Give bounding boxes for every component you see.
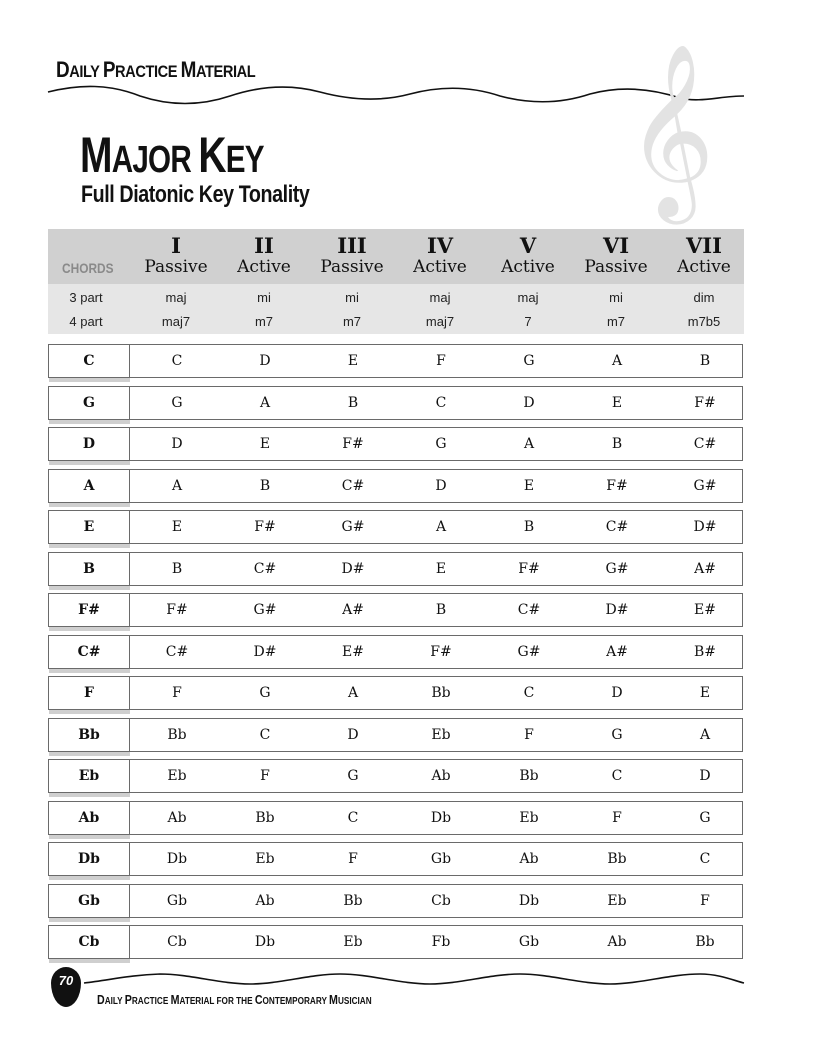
note-cell: Eb xyxy=(607,893,627,909)
note-cell: C xyxy=(523,685,535,701)
note-cell: G# xyxy=(605,561,629,577)
degree-header: VI Passive xyxy=(584,233,648,277)
table-row xyxy=(48,884,743,918)
note-cell: F# xyxy=(342,436,364,452)
note-cell: Eb xyxy=(343,934,363,950)
three-part-quality: maj xyxy=(165,290,187,305)
row-tab xyxy=(49,461,130,465)
note-cell: Bb xyxy=(167,727,187,743)
row-key: F# xyxy=(49,594,130,626)
note-cell: G xyxy=(259,685,271,701)
row-key: E xyxy=(49,511,130,543)
table-row xyxy=(48,801,743,835)
note-cell: Gb xyxy=(518,934,540,950)
note-cell: Ab xyxy=(431,768,451,784)
note-cell: D# xyxy=(605,602,629,618)
row-tab xyxy=(49,876,130,880)
note-cell: Gb xyxy=(430,851,452,867)
note-cell: D xyxy=(171,436,183,452)
four-part-quality: maj7 xyxy=(161,314,191,329)
four-part-quality: m7 xyxy=(342,314,362,329)
note-cell: Bb xyxy=(695,934,715,950)
four-part-quality: m7b5 xyxy=(687,314,721,329)
note-cell: A# xyxy=(606,644,628,660)
degree-header: I Passive xyxy=(144,233,208,277)
row-key: D xyxy=(49,428,130,460)
row-key: B xyxy=(49,553,130,585)
note-cell: F xyxy=(436,353,446,369)
table-row xyxy=(48,593,743,627)
chords-label: CHORDS xyxy=(62,260,114,276)
row-tab xyxy=(49,544,130,548)
note-cell: C# xyxy=(165,644,189,660)
note-cell: Db xyxy=(518,893,540,909)
note-cell: B xyxy=(523,519,535,535)
note-cell: Eb xyxy=(431,727,451,743)
note-cell: Eb xyxy=(167,768,187,784)
note-cell: G# xyxy=(517,644,541,660)
note-cell: B xyxy=(699,353,711,369)
table-row xyxy=(48,718,743,752)
table-row xyxy=(48,635,743,669)
treble-clef-icon: 𝄞 xyxy=(626,43,715,217)
degree-header: III Passive xyxy=(320,233,384,277)
note-cell: D# xyxy=(693,519,717,535)
note-cell: A xyxy=(523,436,535,452)
note-cell: Gb xyxy=(166,893,188,909)
note-cell: B xyxy=(435,602,447,618)
row-key: Bb xyxy=(49,719,130,751)
note-cell: G xyxy=(523,353,535,369)
table-row xyxy=(48,386,743,420)
note-cell: Eb xyxy=(255,851,275,867)
note-cell: Bb xyxy=(519,768,539,784)
table-row xyxy=(48,344,743,378)
note-cell: Db xyxy=(430,810,452,826)
note-cell: A xyxy=(171,478,183,494)
note-cell: B xyxy=(611,436,623,452)
row-tab xyxy=(49,918,130,922)
note-cell: F xyxy=(700,893,710,909)
degree-header: V Active xyxy=(501,233,555,277)
degree-header: IV Active xyxy=(413,233,467,277)
note-cell: F# xyxy=(518,561,540,577)
table-row xyxy=(48,676,743,710)
row-tab xyxy=(49,586,130,590)
note-cell: Bb xyxy=(255,810,275,826)
row-tab xyxy=(49,752,130,756)
note-cell: F# xyxy=(254,519,276,535)
note-cell: A xyxy=(259,395,271,411)
table-row xyxy=(48,552,743,586)
four-part-quality: maj7 xyxy=(425,314,455,329)
note-cell: Bb xyxy=(607,851,627,867)
note-cell: F xyxy=(612,810,622,826)
three-part-quality: dim xyxy=(693,290,715,305)
row-tab xyxy=(49,420,130,424)
running-footer: DAILY PRACTICE MATERIAL FOR THE CONTEMPORARY MUSICIAN xyxy=(97,992,372,1007)
note-cell: E xyxy=(259,436,271,452)
note-cell: Fb xyxy=(431,934,451,950)
table-row xyxy=(48,842,743,876)
note-cell: A xyxy=(699,727,711,743)
three-part-quality: mi xyxy=(345,290,359,305)
note-cell: A xyxy=(611,353,623,369)
note-cell: E xyxy=(347,353,359,369)
three-part-quality: mi xyxy=(257,290,271,305)
three-part-quality: mi xyxy=(609,290,623,305)
page-number: 70 xyxy=(58,973,74,988)
note-cell: G# xyxy=(693,478,717,494)
note-cell: Ab xyxy=(255,893,275,909)
three-part-quality: maj xyxy=(517,290,539,305)
note-cell: Cb xyxy=(167,934,187,950)
note-cell: C xyxy=(435,395,447,411)
three-part-quality: maj xyxy=(429,290,451,305)
note-cell: A xyxy=(347,685,359,701)
row-tab xyxy=(49,627,130,631)
degree-header: VII Active xyxy=(677,233,731,277)
row-tab xyxy=(49,669,130,673)
table-row xyxy=(48,427,743,461)
note-cell: F# xyxy=(694,395,716,411)
row-key: Gb xyxy=(49,885,130,917)
four-part-label: 4 part xyxy=(69,314,103,329)
table-row xyxy=(48,469,743,503)
note-cell: Bb xyxy=(431,685,451,701)
note-cell: Bb xyxy=(343,893,363,909)
degree-header: II Active xyxy=(237,233,291,277)
note-cell: G xyxy=(699,810,711,826)
note-cell: G xyxy=(435,436,447,452)
row-key: C xyxy=(49,345,130,377)
row-tab xyxy=(49,710,130,714)
note-cell: E xyxy=(435,561,447,577)
note-cell: G# xyxy=(341,519,365,535)
note-cell: F# xyxy=(606,478,628,494)
four-part-quality: m7 xyxy=(606,314,626,329)
note-cell: F xyxy=(524,727,534,743)
note-cell: C xyxy=(611,768,623,784)
row-key: A xyxy=(49,470,130,502)
note-cell: G xyxy=(347,768,359,784)
note-cell: G# xyxy=(253,602,277,618)
note-cell: C xyxy=(171,353,183,369)
note-cell: G xyxy=(171,395,183,411)
note-cell: D xyxy=(611,685,623,701)
note-cell: B xyxy=(259,478,271,494)
row-key: Cb xyxy=(49,926,130,958)
note-cell: A# xyxy=(694,561,716,577)
note-cell: D xyxy=(259,353,271,369)
row-tab xyxy=(49,503,130,507)
note-cell: E xyxy=(523,478,535,494)
row-key: F xyxy=(49,677,130,709)
row-tab xyxy=(49,835,130,839)
row-key: Ab xyxy=(49,802,130,834)
note-cell: F# xyxy=(430,644,452,660)
note-cell: D# xyxy=(341,561,365,577)
note-cell: C# xyxy=(517,602,541,618)
note-cell: C# xyxy=(253,561,277,577)
note-cell: D xyxy=(523,395,535,411)
note-cell: E xyxy=(699,685,711,701)
note-cell: A xyxy=(435,519,447,535)
note-cell: F# xyxy=(166,602,188,618)
note-cell: E xyxy=(171,519,183,535)
row-tab xyxy=(49,959,130,963)
page-title: MAJOR KEY xyxy=(80,127,264,183)
note-cell: F xyxy=(348,851,358,867)
note-cell: E# xyxy=(694,602,716,618)
note-cell: E xyxy=(611,395,623,411)
note-cell: F xyxy=(260,768,270,784)
table-row xyxy=(48,925,743,959)
note-cell: Ab xyxy=(607,934,627,950)
note-cell: G xyxy=(611,727,623,743)
note-cell: Cb xyxy=(431,893,451,909)
note-cell: Db xyxy=(166,851,188,867)
note-cell: F xyxy=(172,685,182,701)
table-row xyxy=(48,759,743,793)
row-key: Eb xyxy=(49,760,130,792)
note-cell: C# xyxy=(341,478,365,494)
note-cell: D xyxy=(435,478,447,494)
note-cell: C xyxy=(259,727,271,743)
note-cell: C# xyxy=(605,519,629,535)
note-cell: E# xyxy=(342,644,364,660)
table-row xyxy=(48,510,743,544)
note-cell: Db xyxy=(254,934,276,950)
note-cell: C# xyxy=(693,436,717,452)
note-cell: A# xyxy=(342,602,364,618)
row-tab xyxy=(49,793,130,797)
four-part-quality: 7 xyxy=(524,314,532,329)
note-cell: B xyxy=(347,395,359,411)
note-cell: D xyxy=(699,768,711,784)
row-key: Db xyxy=(49,843,130,875)
note-cell: C xyxy=(699,851,711,867)
note-cell: Eb xyxy=(519,810,539,826)
note-cell: Ab xyxy=(519,851,539,867)
three-part-label: 3 part xyxy=(69,290,103,305)
note-cell: Ab xyxy=(167,810,187,826)
row-key: C# xyxy=(49,636,130,668)
page-subtitle: Full Diatonic Key Tonality xyxy=(81,181,310,208)
note-cell: C xyxy=(347,810,359,826)
note-cell: B# xyxy=(693,644,717,660)
note-cell: B xyxy=(171,561,183,577)
row-tab xyxy=(49,378,130,382)
note-cell: D# xyxy=(253,644,277,660)
row-key: G xyxy=(49,387,130,419)
table-header xyxy=(48,229,744,334)
running-header: DAILY PRACTICE MATERIAL xyxy=(56,57,256,82)
four-part-quality: m7 xyxy=(254,314,274,329)
note-cell: D xyxy=(347,727,359,743)
